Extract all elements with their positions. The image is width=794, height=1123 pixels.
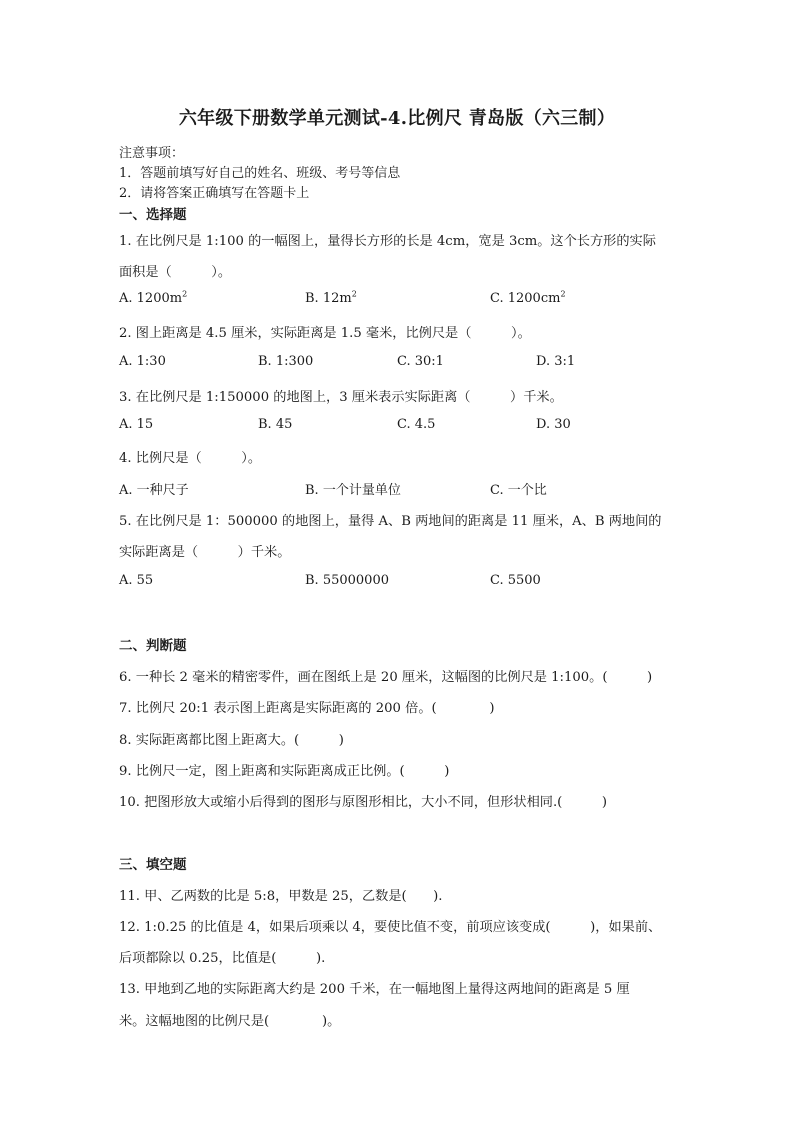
q5-option-c: C. 5500 [490, 573, 541, 588]
section-2-heading: 二、判断题 [119, 638, 187, 654]
q4-text: 4. 比例尺是（ ）。 [119, 451, 262, 466]
q1-option-b: B. $12m^2$ [305, 289, 357, 306]
q4-option-b: B. 一个计量单位 [305, 483, 401, 498]
q12-line2: 后项都除以 0.25，比值是( ). [119, 951, 326, 966]
notes-item-2: 2．请将答案正确填写在答题卡上 [119, 186, 310, 201]
q5-option-a: A. 55 [119, 573, 154, 588]
q5-line1: 5. 在比例尺是 1：500000 的地图上，量得 A、B 两地间的距离是 11 厘米，A、B 两地间的 [119, 514, 662, 529]
q3-option-a: A. 15 [119, 417, 154, 432]
q10-text: 10. 把图形放大或缩小后得到的图形与原图形相比，大小不同，但形状相同.( ) [119, 795, 608, 810]
q13-line2: 米。这幅地图的比例尺是( )。 [119, 1014, 341, 1029]
section-3-heading: 三、填空题 [119, 857, 187, 873]
section-1-heading: 一、选择题 [119, 207, 187, 223]
notes-item-1: 1．答题前填写好自己的姓名、班级、考号等信息 [119, 166, 401, 181]
q5-option-b: B. 55000000 [305, 573, 389, 588]
q2-option-c: C. 30:1 [397, 354, 444, 369]
q3-option-b: B. 45 [258, 417, 293, 432]
q1-line2: 面积是（ ）。 [119, 265, 232, 280]
q7-text: 7. 比例尺 20:1 表示图上距离是实际距离的 200 倍。( ) [119, 701, 495, 716]
q4-option-c: C. 一个比 [490, 483, 547, 498]
q1-option-c: C. $1200cm^2$ [490, 289, 566, 306]
q13-line1: 13. 甲地到乙地的实际距离大约是 200 千米，在一幅地图上量得这两地间的距离是 5 厘 [119, 982, 630, 997]
q3-text: 3. 在比例尺是 1:150000 的地图上，3 厘米表示实际距离（ ）千米。 [119, 390, 563, 405]
q3-option-d: D. 30 [536, 417, 571, 432]
q9-text: 9. 比例尺一定，图上距离和实际距离成正比例。( ) [119, 764, 450, 779]
q12-line1: 12. 1:0.25 的比值是 4，如果后项乘以 4，要使比值不变，前项应该变成( )，如果前、 [119, 920, 662, 935]
q2-text: 2. 图上距离是 4.5 厘米，实际距离是 1.5 毫米，比例尺是（ ）。 [119, 326, 531, 341]
page-title: 六年级下册数学单元测试-4.比例尺 青岛版（六三制） [178, 108, 616, 129]
notes-heading: 注意事项： [119, 146, 185, 161]
q8-text: 8. 实际距离都比图上距离大。( ) [119, 733, 344, 748]
q3-option-c: C. 4.5 [397, 417, 436, 432]
q2-option-d: D. 3:1 [536, 354, 576, 369]
q1-line1: 1. 在比例尺是 1:100 的一幅图上，量得长方形的长是 4cm，宽是 3cm。这个长方形的实际 [119, 234, 656, 249]
q2-option-a: A. 1:30 [119, 354, 166, 369]
q11-text: 11. 甲、乙两数的比是 5:8，甲数是 25，乙数是( ). [119, 889, 443, 904]
q5-line2: 实际距离是（ ）千米。 [119, 545, 291, 560]
q2-option-b: B. 1:300 [258, 354, 314, 369]
q4-option-a: A. 一种尺子 [119, 483, 189, 498]
q1-option-a: A. $1200m^2$ [119, 289, 188, 306]
q6-text: 6. 一种长 2 毫米的精密零件，画在图纸上是 20 厘米，这幅图的比例尺是 1:100。( ) [119, 670, 653, 685]
